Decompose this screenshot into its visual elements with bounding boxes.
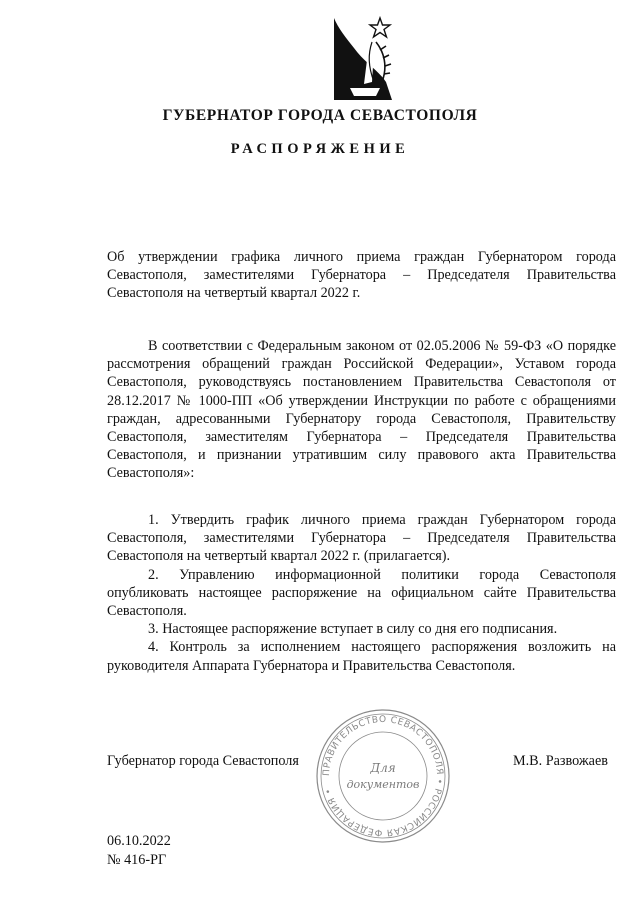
- seal-ring-text: ПРАВИТЕЛЬСТВО СЕВАСТОПОЛЯ • РОССИЙСКАЯ ФЕДЕРАЦИЯ •: [321, 714, 445, 838]
- document-subject: Об утверждении графика личного приема граждан Губернатором города Севастополя, заместителями Губернатора – Председателя Правительства Севастополя на четвертый квартал 2022 г.: [107, 249, 616, 302]
- official-seal-stamp: [313, 706, 453, 846]
- order-item-2: 2. Управлению информационной политики города Севастополя опубликовать настоящее распоряжение на официальном сайте Правительства Севастополя.: [107, 566, 616, 620]
- document-number: № 416-РГ: [107, 852, 167, 868]
- preamble-paragraph: В соответствии с Федеральным законом от 02.05.2006 № 59-ФЗ «О порядке рассмотрения обращений граждан Российской Федерации», Уставом города Севастополя, руководствуясь постановлением Правительства Севастополя от 28.12.2017 № 1000-ПП «Об утверждении Инструкции по работе с обращениями граждан, адресованными Губернатору города Севастополя, Правительству Севастополя, заместителям Губернатора – Председателя Правительства Севастополя, и признании утратившим силу правового акта Правительства Севастополя»:: [107, 338, 616, 482]
- coat-of-arms-emblem: [328, 12, 400, 108]
- document-type-heading: РАСПОРЯЖЕНИЕ: [230, 141, 410, 157]
- signatory-title: Губернатор города Севастополя: [107, 753, 299, 769]
- order-item-1: 1. Утвердить график личного приема граждан Губернатором города Севастополя, заместителями Губернатора – Председателя Правительства Севастополя на четвертый квартал 2022 г. (прилагается).: [107, 512, 616, 565]
- seal-center-line-1: Для: [370, 761, 396, 775]
- order-items: [107, 511, 616, 675]
- document-date: 06.10.2022: [107, 833, 171, 849]
- order-item-4: 4. Контроль за исполнением настоящего распоряжения возложить на руководителя Аппарата Губернатора и Правительства Севастополя.: [107, 639, 616, 674]
- signatory-name: М.В. Развожаев: [513, 753, 608, 769]
- issuer-heading: ГУБЕРНАТОР ГОРОДА СЕВАСТОПОЛЯ: [162, 107, 478, 124]
- svg-text:ПРАВИТЕЛЬСТВО СЕВАСТОПОЛЯ • РО: [322, 715, 444, 837]
- order-item-3: 3. Настоящее распоряжение вступает в силу со дня его подписания.: [148, 621, 558, 638]
- seal-center-line-2: документов: [346, 778, 420, 791]
